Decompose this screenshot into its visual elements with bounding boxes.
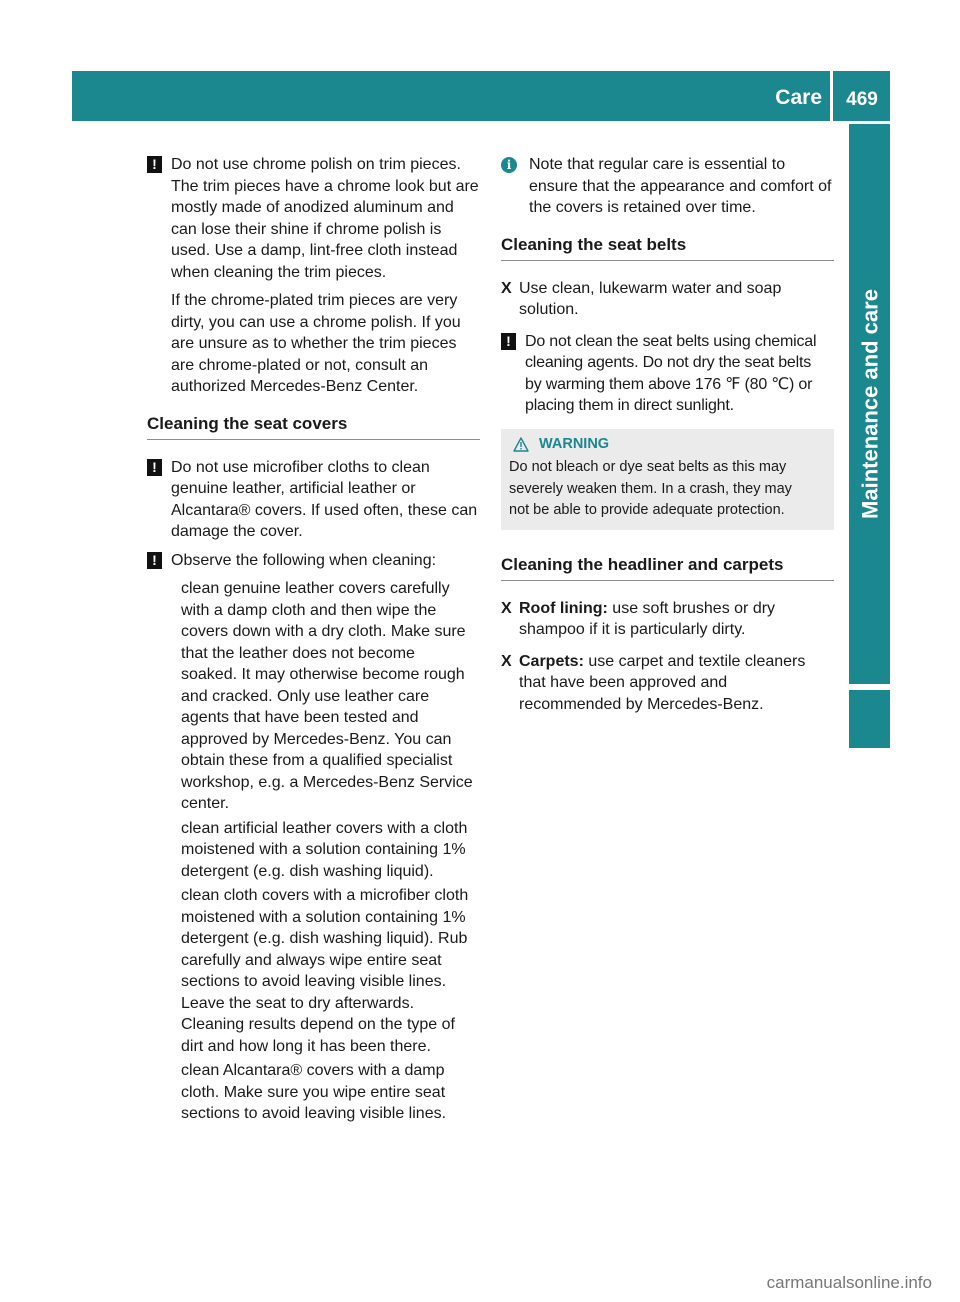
heading-headliner: Cleaning the headliner and carpets [501,554,834,581]
note-text: Do not use chrome polish on trim pieces. The trim pieces have a chrome look but are mostly made of anodized aluminum and can lose their shine if chrome polish is used. Use a damp, lint-free cloth instead when cleaning the trim pieces. [171,156,479,281]
warning-triangle-icon [513,437,529,452]
note-text: Do not clean the seat belts using chemical cleaning agents. Do not dry the seat belts by warming them above 176 ℉ (80 ℃) or placing them in direct sunlight. [525,332,817,414]
note-text: Observe the following when cleaning: [171,551,437,569]
heading-seat-belts: Cleaning the seat belts [501,234,834,261]
warning-header [509,434,826,456]
note-microfiber [147,457,480,543]
list-item: clean artificial leather covers with a cloth moistened with a solution containing 1% detergent (e.g. dish washing liquid). [181,819,468,880]
header-title: Care [775,86,822,109]
exclamation-icon: ! [147,552,162,569]
watermark: carmanualsonline.info [766,1273,932,1292]
warning-box [501,429,834,530]
step-item: X Use clean, lukewarm water and soap solution. [501,279,782,318]
header-divider [830,71,833,121]
list-item: clean Alcantara® covers with a damp cloth. Make sure you wipe entire seat sections to avoid leaving visible lines. [181,1062,447,1122]
step-item: X Roof lining: use soft brushes or dry shampoo if it is particularly dirty. [501,599,776,638]
header-bar [72,71,890,121]
info-text: Note that regular care is essential to ensure that the appearance and comfort of the covers is retained over time. [529,156,832,216]
note-text-2: If the chrome-plated trim pieces are very dirty, you can use a chrome polish. If you are unsure as to whether the trim pieces are chrome-plated or not, consult an authorized Mercedes-Benz Center. [171,292,461,395]
side-tab-block [849,690,890,748]
heading-seat-covers: Cleaning the seat covers [147,413,480,440]
list-item: clean cloth covers with a microfiber cloth moistened with a solution containing 1% detergent (e.g. dish washing liquid). Rub carefully and always wipe entire seat sections to avoid leaving visible lines. Leave the seat to dry afterwards. Cleaning results depend on the type of dirt and how long it has been there. [181,887,469,1055]
note-chrome-polish [147,154,480,398]
exclamation-icon: ! [147,459,162,476]
exclamation-icon: ! [501,333,516,350]
warning-text: Do not bleach or dye seat belts as this may severely weaken them. In a crash, they may not be able to provide adequate protection. [509,459,792,518]
info-icon: i [501,157,517,173]
side-tab-label: Maintenance and care [856,289,882,519]
note-seat-belts [501,331,834,417]
right-column [501,154,834,725]
note-text: Do not use microfiber cloths to clean genuine leather, artificial leather or Alcantara® covers. If used often, these can damage the cover. [171,458,478,540]
page-number: 469 [846,89,878,110]
side-tab-label-wrap [849,124,890,684]
warning-title: WARNING [539,435,610,452]
list-item: clean genuine leather covers carefully with a damp cloth and then wipe the covers down with a dry cloth. Make sure that the leather does not become soaked. It may otherwise become rough and cracked. Only use leather care agents that have been tested and approved by Mercedes-Benz. You can obtain these from a qualified specialist workshop, e.g. a Mercedes-Benz Service center. [181,580,473,812]
step-arrow-icon: X [501,279,512,297]
step-arrow-icon: X [501,652,512,670]
note-observe [147,550,480,572]
exclamation-icon: ! [147,156,162,173]
info-note [501,154,834,219]
step-arrow-icon: X [501,599,512,617]
left-column [147,154,480,1128]
step-item: X Carpets: use carpet and textile cleaners that have been approved and recommended by Mercedes-Benz. [501,652,806,713]
